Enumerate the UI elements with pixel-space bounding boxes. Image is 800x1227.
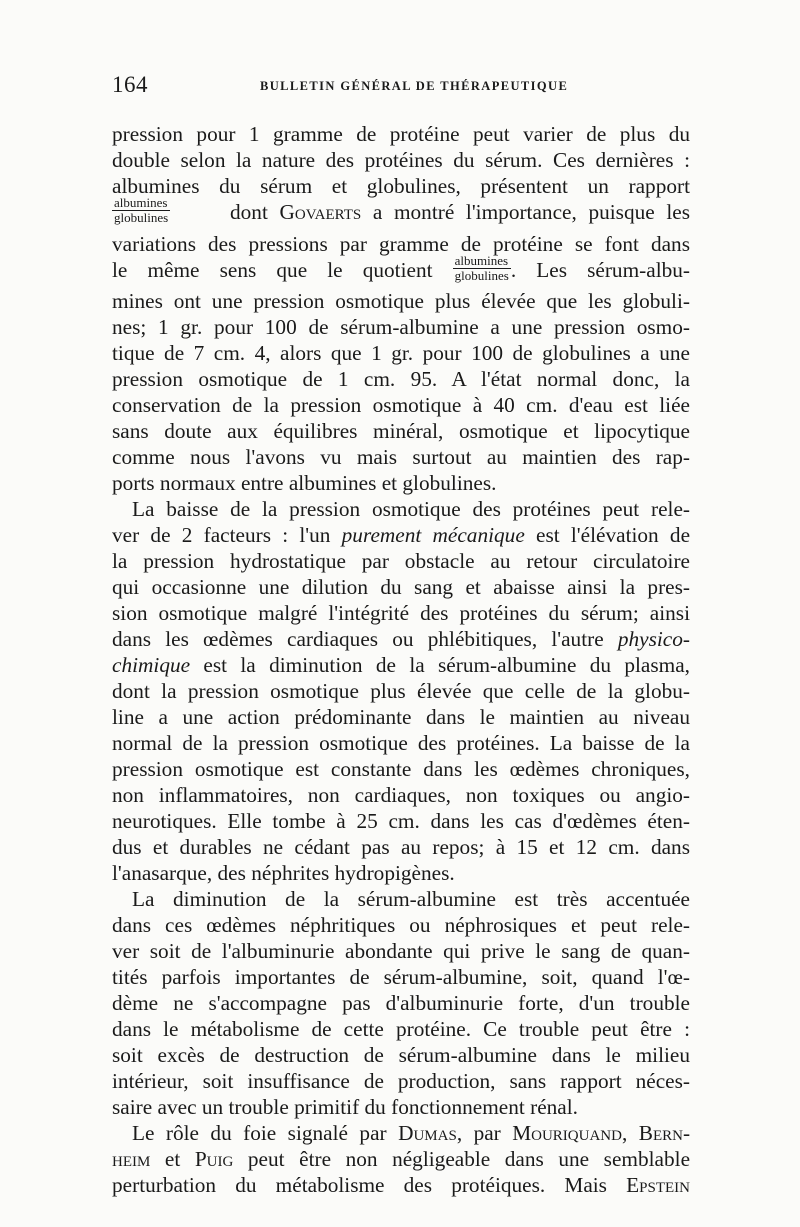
author-name: Bern- [638,1121,691,1145]
text-span: est la diminution de la sérum-albumine du plasma, [203,653,690,677]
text-line: comme nous l'avons vu mais surtout au maintien des rap- [112,445,690,469]
author-name: Dumas [398,1121,457,1145]
text-line [112,652,690,678]
text-span: et [164,1147,181,1171]
text-line: dus et durables ne cédant pas au repos; à 15 et 12 cm. dans [112,835,690,859]
text-line: intérieur, soit insuffisance de production, sans rapport néces- [112,1069,690,1093]
text-span: peut être non négligeable dans une semblable [247,1147,691,1171]
text-line: neurotiques. Elle tombe à 25 cm. dans les cas d'œdèmes éten- [112,809,690,833]
text-span: perturbation du métabolisme des protéiques. Mais [112,1173,607,1197]
text-line: dème ne s'accompagne pas d'albuminurie forte, d'un trouble [112,991,690,1015]
text-line: albumines du sérum et globulines, présentent un rapport [112,174,690,198]
text-span: est l'élévation de [536,523,691,547]
text-line: l'anasarque, des néphrites hydropigènes. [112,861,455,885]
text-line: line a une action prédominante dans le maintien au niveau [112,705,690,729]
text-line [112,522,690,548]
text-line: double selon la nature des protéines du sérum. Ces dernières : [112,148,690,172]
text-line: pression pour 1 gramme de protéine peut varier de plus du [112,122,690,146]
text-line: sans doute aux équilibres minéral, osmotique et lipocytique [112,419,690,443]
author-name: heim [112,1147,151,1171]
ratio-fraction [453,254,511,283]
text-line [112,626,690,652]
text-line: pression osmotique est constante dans les œdèmes chroniques, [112,757,690,781]
text-line: la pression hydrostatique par obstacle au retour circulatoire [112,549,690,573]
ratio-fraction [112,196,170,225]
author-name: Epstein [626,1173,690,1197]
text-line: La diminution de la sérum-albumine est très accentuée [132,887,690,911]
text-line: qui occasionne une dilution du sang et abaisse ainsi la pres- [112,575,690,599]
emphasis-text: purement mécanique [341,523,525,547]
text-line-with-fraction [112,195,690,231]
author-name: Govaerts [279,200,362,224]
running-title: BULLETIN GÉNÉRAL DE THÉRAPEUTIQUE [260,79,569,93]
text-span: dans les œdèmes cardiaques ou phlébitiques, l'autre [112,627,604,651]
text-line: tités parfois importantes de sérum-albumine, soit, quand l'œ- [112,965,690,989]
text-line: saire avec un trouble primitif du fonctionnement rénal. [112,1095,579,1119]
text-line: nes; 1 gr. pour 100 de sérum-albumine a une pression osmo- [112,315,690,339]
fraction-numerator: albumines [453,254,511,269]
emphasis-text: physico- [617,627,690,651]
author-name: Puig [194,1147,234,1171]
text-span: . Les sérum-albu- [510,258,690,282]
text-line: conservation de la pression osmotique à 40 cm. d'eau est liée [112,393,690,417]
text-span: , [621,1121,628,1145]
text-line [112,1172,690,1198]
fraction-denominator: globulines [114,210,169,225]
text-line: variations des pressions par gramme de protéine se font dans [112,232,690,256]
text-line-with-fraction [112,252,690,289]
text-line: dont la pression osmotique plus élevée que celle de la globu- [112,679,690,703]
text-span: a montré l'importance, puisque les [372,200,690,224]
text-span: dont [230,200,268,224]
text-span: ver de 2 facteurs : l'un [112,523,331,547]
text-line [132,1120,690,1146]
text-line: soit excès de destruction de sérum-albumine dans le milieu [112,1043,690,1067]
fraction-denominator: globulines [454,267,509,283]
text-span: le même sens que le quotient [112,258,433,282]
text-line: dans le métabolisme de cette protéine. Ce trouble peut être : [112,1017,690,1041]
text-line: pression osmotique de 1 cm. 95. A l'état normal donc, la [112,367,690,391]
text-line: tique de 7 cm. 4, alors que 1 gr. pour 100 de globulines a une [112,341,690,365]
author-name: Mouriquand [512,1121,622,1145]
emphasis-text: chimique [112,653,191,677]
text-line: non inflammatoires, non cardiaques, non toxiques ou angio- [112,783,690,807]
page-number: 164 [112,72,148,97]
text-line: La baisse de la pression osmotique des protéines peut rele- [132,497,690,521]
fraction-numerator: albumines [112,196,170,211]
text-line: ports normaux entre albumines et globulines. [112,471,497,495]
text-span: Le rôle du foie signalé par [132,1121,387,1145]
text-line: dans ces œdèmes néphritiques ou néphrosiques et peut rele- [112,913,690,937]
text-span: , par [456,1121,501,1145]
text-line [112,1146,690,1172]
text-line: sion osmotique malgré l'intégrité des protéines du sérum; ainsi [112,601,690,625]
text-line: normal de la pression osmotique des protéines. La baisse de la [112,731,690,755]
page-header [112,72,690,100]
text-line: mines ont une pression osmotique plus élevée que les globuli- [112,289,690,313]
text-line: ver soit de l'albuminurie abondante qui prive le sang de quan- [112,939,690,963]
